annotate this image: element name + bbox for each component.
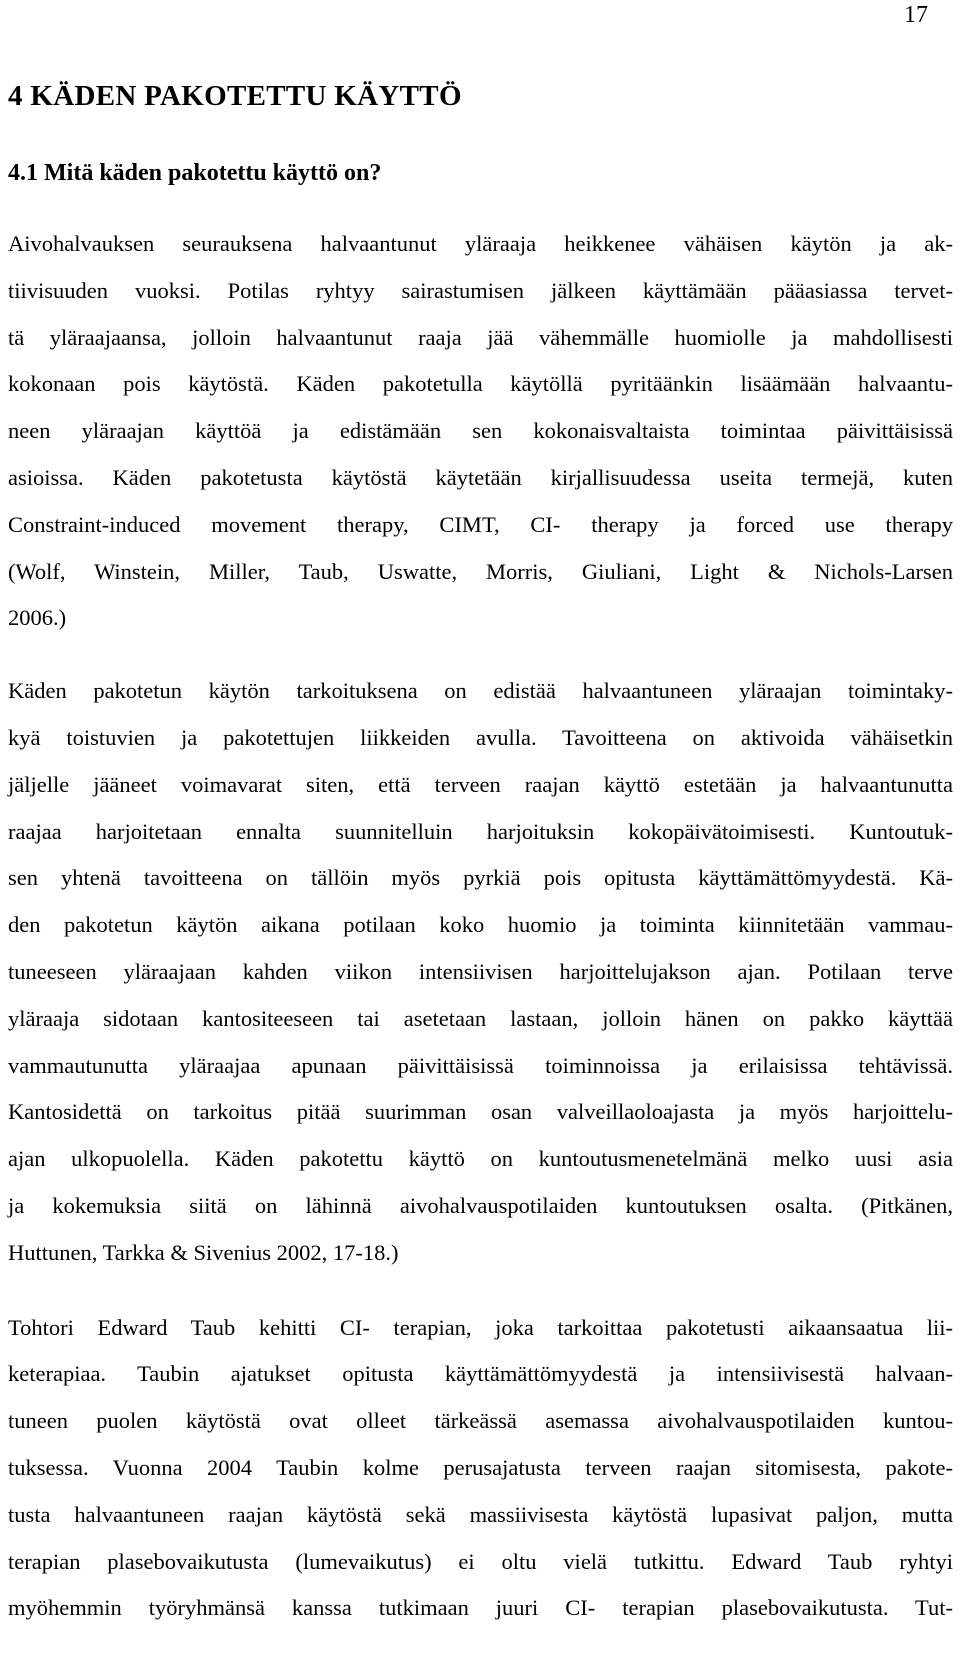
paragraph-line: ja kokemuksia siitä on lähinnä aivohalvauspotilaiden kuntoutuksen osalta. (Pitkänen, <box>8 1192 953 1218</box>
paragraph-line: neen yläraajan käyttöä ja edistämään sen kokonaisvaltaista toimintaa päivittäisissä <box>8 418 953 444</box>
paragraph-line: sen yhtenä tavoitteena on tällöin myös pyrkiä pois opitusta käyttämättömyydestä. Kä- <box>8 865 953 891</box>
section-heading: 4.1 Mitä käden pakotettu käyttö on? <box>8 160 382 186</box>
paragraph-line: keterapiaa. Taubin ajatukset opitusta käyttämättömyydestä ja intensiivisestä halvaan- <box>8 1361 953 1387</box>
paragraph-3 <box>8 1305 953 1633</box>
paragraph-line: tusta halvaantuneen raajan käytöstä sekä massiivisesta käytöstä lupasivat paljon, mutta <box>8 1501 953 1527</box>
paragraph-line: kyä toistuvien ja pakotettujen liikkeiden avulla. Tavoitteena on aktivoida vähäisetkin <box>8 724 953 750</box>
paragraph-line: tuneeseen yläraajaan kahden viikon intensiivisen harjoittelujakson ajan. Potilaan terve <box>8 958 953 984</box>
paragraph-line: Huttunen, Tarkka & Sivenius 2002, 17-18.) <box>8 1239 399 1265</box>
paragraph-line: terapian plasebovaikutusta (lumevaikutus) ei oltu vielä tutkittu. Edward Taub ryhtyi <box>8 1548 953 1574</box>
paragraph-line: asioissa. Käden pakotetusta käytöstä käytetään kirjallisuudessa useita termejä, kuten <box>8 464 953 490</box>
page-number: 17 <box>904 2 928 28</box>
paragraph-line: 2006.) <box>8 605 67 631</box>
paragraph-line: Tohtori Edward Taub kehitti CI- terapian, joka tarkoittaa pakotetusti aikaansaatua lii- <box>8 1314 953 1340</box>
paragraph-line: Constraint-induced movement therapy, CIMT, CI- therapy ja forced use therapy <box>8 511 953 537</box>
paragraph-line: ajan ulkopuolella. Käden pakotettu käyttö on kuntoutusmenetelmänä melko uusi asia <box>8 1146 953 1172</box>
paragraph-line: (Wolf, Winstein, Miller, Taub, Uswatte, Morris, Giuliani, Light & Nichols-Larsen <box>8 558 953 584</box>
paragraph-line: vammautunutta yläraajaa apunaan päivittäisissä toiminnoissa ja erilaisissa tehtävissä. <box>8 1052 953 1078</box>
chapter-heading: 4 KÄDEN PAKOTETTU KÄYTTÖ <box>8 80 462 112</box>
paragraph-line: jäljelle jääneet voimavarat siten, että terveen raajan käyttö estetään ja halvaantunutta <box>8 771 953 797</box>
paragraph-line: tä yläraajaansa, jolloin halvaantunut raaja jää vähemmälle huomiolle ja mahdollisesti <box>8 324 953 350</box>
paragraph-1 <box>8 221 953 642</box>
paragraph-2 <box>8 668 953 1276</box>
paragraph-line: Käden pakotetun käytön tarkoituksena on edistää halvaantuneen yläraajan toimintaky- <box>8 678 953 704</box>
paragraph-line: tiivisuuden vuoksi. Potilas ryhtyy sairastumisen jälkeen käyttämään pääasiassa tervet- <box>8 277 953 303</box>
page-content <box>8 78 953 1632</box>
paragraph-line: yläraaja sidotaan kantositeeseen tai asetetaan lastaan, jolloin hänen on pakko käyttää <box>8 1005 953 1031</box>
paragraph-line: tuksessa. Vuonna 2004 Taubin kolme perusajatusta terveen raajan sitomisesta, pakote- <box>8 1454 953 1480</box>
paragraph-line: tuneen puolen käytöstä ovat olleet tärkeässä asemassa aivohalvauspotilaiden kuntou- <box>8 1408 953 1434</box>
paragraph-line: Aivohalvauksen seurauksena halvaantunut yläraaja heikkenee vähäisen käytön ja ak- <box>8 231 953 256</box>
paragraph-line: den pakotetun käytön aikana potilaan koko huomio ja toiminta kiinnitetään vammau- <box>8 912 953 938</box>
paragraph-line: Kantosidettä on tarkoitus pitää suurimman osan valveillaoloajasta ja myös harjoittelu- <box>8 1099 953 1125</box>
paragraph-line: raajaa harjoitetaan ennalta suunnitelluin harjoituksin kokopäivätoimisesti. Kuntoutuk- <box>8 818 953 844</box>
paragraph-line: kokonaan pois käytöstä. Käden pakotetulla käytöllä pyritäänkin lisäämään halvaantu- <box>8 371 953 397</box>
paragraph-line: myöhemmin työryhmänsä kanssa tutkimaan juuri CI- terapian plasebovaikutusta. Tut- <box>8 1595 953 1621</box>
